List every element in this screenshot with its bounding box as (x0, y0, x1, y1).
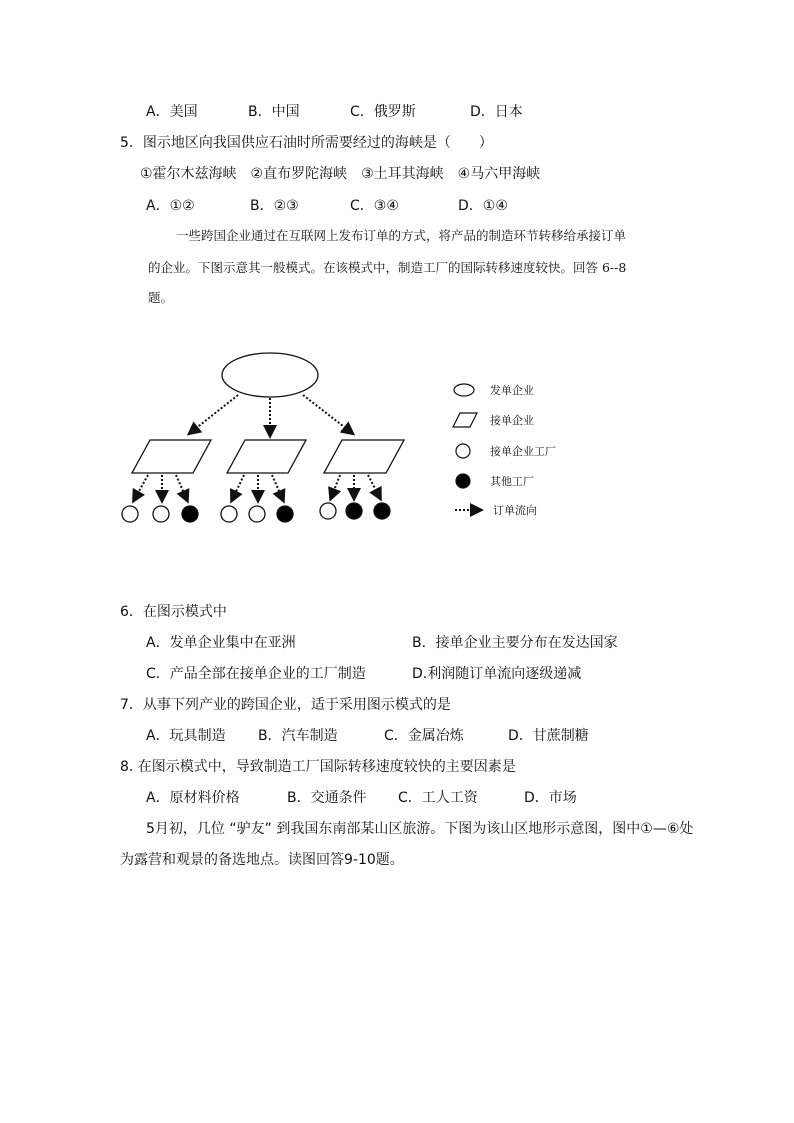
receiver-company-3 (324, 440, 404, 473)
q7-stem: 7．从事下列产业的跨国企业，适于采用图示模式的是 (120, 697, 451, 713)
legend-issuer-label: 发单企业 (490, 384, 534, 397)
q5-option-d: D．①④ (458, 198, 508, 214)
legend (453, 383, 556, 517)
receiver-factory-2a (221, 506, 237, 522)
q4-option-d: D．日本 (470, 104, 523, 120)
issuer-order-arrows (190, 395, 352, 435)
receiver-factory-3a (320, 503, 336, 519)
q4-option-b: B．中国 (248, 104, 300, 120)
legend-receiver-factory-label: 接单企业工厂 (490, 445, 556, 458)
passage-2-line-1: 5月初，几位 “驴友” 到我国东南部某山区旅游。下图为该山区地形示意图，图中①—⑥处 (146, 821, 694, 837)
other-factory-1c (182, 506, 198, 522)
q7-option-c: C．金属冶炼 (384, 728, 464, 744)
q8-stem: 8. 在图示模式中，导致制造工厂国际转移速度较快的主要因素是 (120, 759, 516, 775)
q8-option-c: C．工人工资 (398, 790, 478, 806)
q5-items: ①霍尔木兹海峡 ②直布罗陀海峡 ③土耳其海峡 ④马六甲海峡 (140, 166, 541, 182)
legend-issuer-icon (454, 384, 474, 396)
legend-flow-label: 订单流向 (493, 504, 537, 517)
legend-receiver-label: 接单企业 (490, 414, 534, 427)
q6-option-b: B．接单企业主要分布在发达国家 (412, 635, 618, 651)
other-factory-2c (277, 506, 293, 522)
receiver-factory-1b (153, 506, 169, 522)
q8-option-a: A．原材料价格 (146, 790, 240, 806)
receiver-factory-1a (122, 506, 138, 522)
receiver-company-1 (132, 440, 211, 473)
receiver-order-arrows (134, 475, 380, 500)
passage-1-line-1: 一些跨国企业通过在互联网上发布订单的方式，将产品的制造环节转移给承接订单 (176, 228, 627, 243)
q8-option-b: B．交通条件 (287, 790, 367, 806)
q6-option-a: A．发单企业集中在亚洲 (146, 635, 296, 651)
passage-1-line-3: 题。 (148, 290, 174, 305)
q7-option-a: A．玩具制造 (146, 728, 226, 744)
q5-stem: 5．图示地区向我国供应石油时所需要经过的海峡是（ ） (120, 135, 493, 151)
q6-option-d: D.利润随订单流向逐级递减 (412, 666, 582, 682)
q6-stem: 6．在图示模式中 (120, 604, 227, 620)
q6-option-c: C．产品全部在接单企业的工厂制造 (146, 666, 366, 682)
other-factory-3b (346, 503, 362, 519)
q5-option-a: A．①② (146, 198, 195, 214)
receiver-company-2 (227, 440, 306, 473)
q4-option-c: C．俄罗斯 (350, 104, 416, 120)
legend-receiver-icon (453, 413, 477, 427)
passage-1-line-2: 的企业。下图示意其一般模式。在该模式中，制造工厂的国际转移速度较快。回答 6--8 (148, 260, 627, 275)
other-factory-3c (374, 503, 390, 519)
legend-receiver-factory-icon (456, 444, 470, 458)
q5-option-b: B．②③ (250, 198, 299, 214)
issuer-ellipse (222, 353, 318, 397)
order-flow-diagram (0, 340, 794, 540)
q8-option-d: D．市场 (524, 790, 577, 806)
q7-option-b: B．汽车制造 (258, 728, 338, 744)
q7-option-d: D．甘蔗制糖 (508, 728, 589, 744)
receiver-factory-2b (249, 506, 265, 522)
passage-2-line-2: 为露营和观景的备选地点。读图回答9-10题。 (120, 852, 404, 868)
legend-other-factory-icon (456, 474, 470, 488)
q5-option-c: C．③④ (350, 198, 399, 214)
legend-other-factory-label: 其他工厂 (490, 475, 534, 488)
q4-option-a: A．美国 (146, 104, 198, 120)
